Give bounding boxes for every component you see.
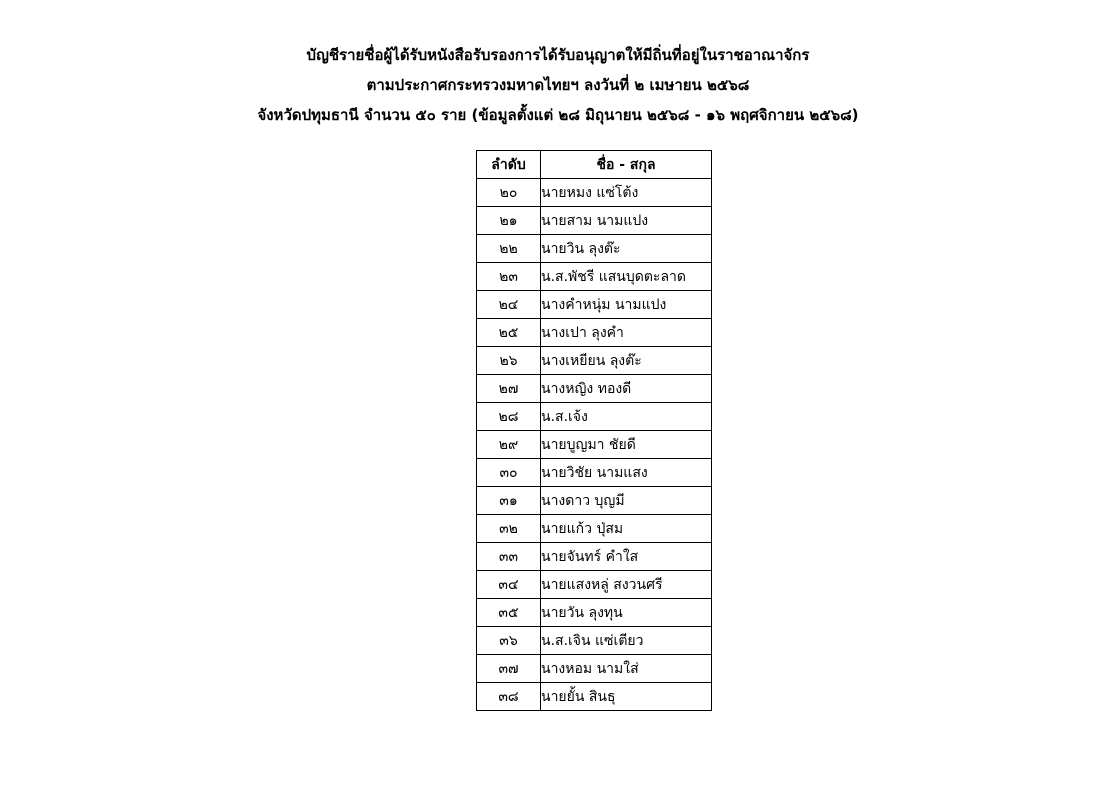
row-number: ๓๓ xyxy=(477,543,541,571)
row-name: นายแก้ว ปุ่สม xyxy=(541,515,712,543)
row-number: ๒๓ xyxy=(477,263,541,291)
document-title: บัญชีรายชื่อผู้ได้รับหนังสือรับรองการได้รับอนุญาตให้มีถิ่นที่อยู่ในราชอาณาจักร xyxy=(306,46,810,64)
row-number: ๒๔ xyxy=(477,291,541,319)
document-subtitle-announcement: ตามประกาศกระทรวงมหาดไทยฯ ลงวันที่ ๒ เมษายน ๒๕๖๘ xyxy=(366,76,750,94)
row-number: ๒๘ xyxy=(477,403,541,431)
column-header-name: ชื่อ - สกุล xyxy=(541,151,712,179)
table-row xyxy=(477,599,712,627)
row-number: ๒๖ xyxy=(477,347,541,375)
table-row xyxy=(477,515,712,543)
document-subtitle-province: จังหวัดปทุมธานี จำนวน ๕๐ ราย (ข้อมูลตั้งแต่ ๒๘ มิถุนายน ๒๕๖๘ - ๑๖ พฤศจิกายน ๒๕๖๘) xyxy=(257,106,859,124)
row-name: นางหอม นามใส่ xyxy=(541,655,712,683)
row-name: น.ส.พัชรี แสนบุดตะลาด xyxy=(541,263,712,291)
row-name: น.ส.เจ้ง xyxy=(541,403,712,431)
table-row xyxy=(477,235,712,263)
row-number: ๓๘ xyxy=(477,683,541,711)
row-number: ๒๕ xyxy=(477,319,541,347)
table-row xyxy=(477,627,712,655)
table-header-row xyxy=(477,151,712,179)
row-name: นายวิชัย นามแสง xyxy=(541,459,712,487)
column-header-order: ลำดับ xyxy=(477,151,541,179)
row-number: ๓๔ xyxy=(477,571,541,599)
table-row xyxy=(477,291,712,319)
table-row xyxy=(477,487,712,515)
row-number: ๓๖ xyxy=(477,627,541,655)
table-row xyxy=(477,179,712,207)
row-number: ๓๑ xyxy=(477,487,541,515)
roster-table xyxy=(476,150,712,711)
table-row xyxy=(477,207,712,235)
table-row xyxy=(477,263,712,291)
row-number: ๒๙ xyxy=(477,431,541,459)
row-number: ๒๑ xyxy=(477,207,541,235)
table-row xyxy=(477,431,712,459)
table-row xyxy=(477,319,712,347)
row-name: นายจันทร์ คำใส xyxy=(541,543,712,571)
row-name: นายแสงหลู่ สงวนศรี xyxy=(541,571,712,599)
row-name: นายหมง แซ่โต้ง xyxy=(541,179,712,207)
row-name: น.ส.เจิน แซ่เตียว xyxy=(541,627,712,655)
table-row xyxy=(477,459,712,487)
row-number: ๓๐ xyxy=(477,459,541,487)
row-number: ๓๗ xyxy=(477,655,541,683)
row-name: นางหญิง ทองดี xyxy=(541,375,712,403)
row-number: ๒๒ xyxy=(477,235,541,263)
row-name: นางคำหนุ่ม นามแปง xyxy=(541,291,712,319)
row-name: นายบูญมา ชัยดี xyxy=(541,431,712,459)
row-number: ๒๐ xyxy=(477,179,541,207)
row-name: นางเหยียน ลุงต๊ะ xyxy=(541,347,712,375)
row-name: นางดาว บุญมี xyxy=(541,487,712,515)
table-row xyxy=(477,375,712,403)
table-row xyxy=(477,543,712,571)
table-row xyxy=(477,347,712,375)
table-row xyxy=(477,403,712,431)
row-name: นายยั้น สินธุ xyxy=(541,683,712,711)
row-number: ๓๕ xyxy=(477,599,541,627)
row-name: นายวัน ลุงทุน xyxy=(541,599,712,627)
row-name: นางเปา ลุงคำ xyxy=(541,319,712,347)
row-number: ๓๒ xyxy=(477,515,541,543)
table-row xyxy=(477,683,712,711)
table-row xyxy=(477,655,712,683)
row-name: นายวิน ลุงต๊ะ xyxy=(541,235,712,263)
table-row xyxy=(477,571,712,599)
row-number: ๒๗ xyxy=(477,375,541,403)
row-name: นายสาม นามแปง xyxy=(541,207,712,235)
